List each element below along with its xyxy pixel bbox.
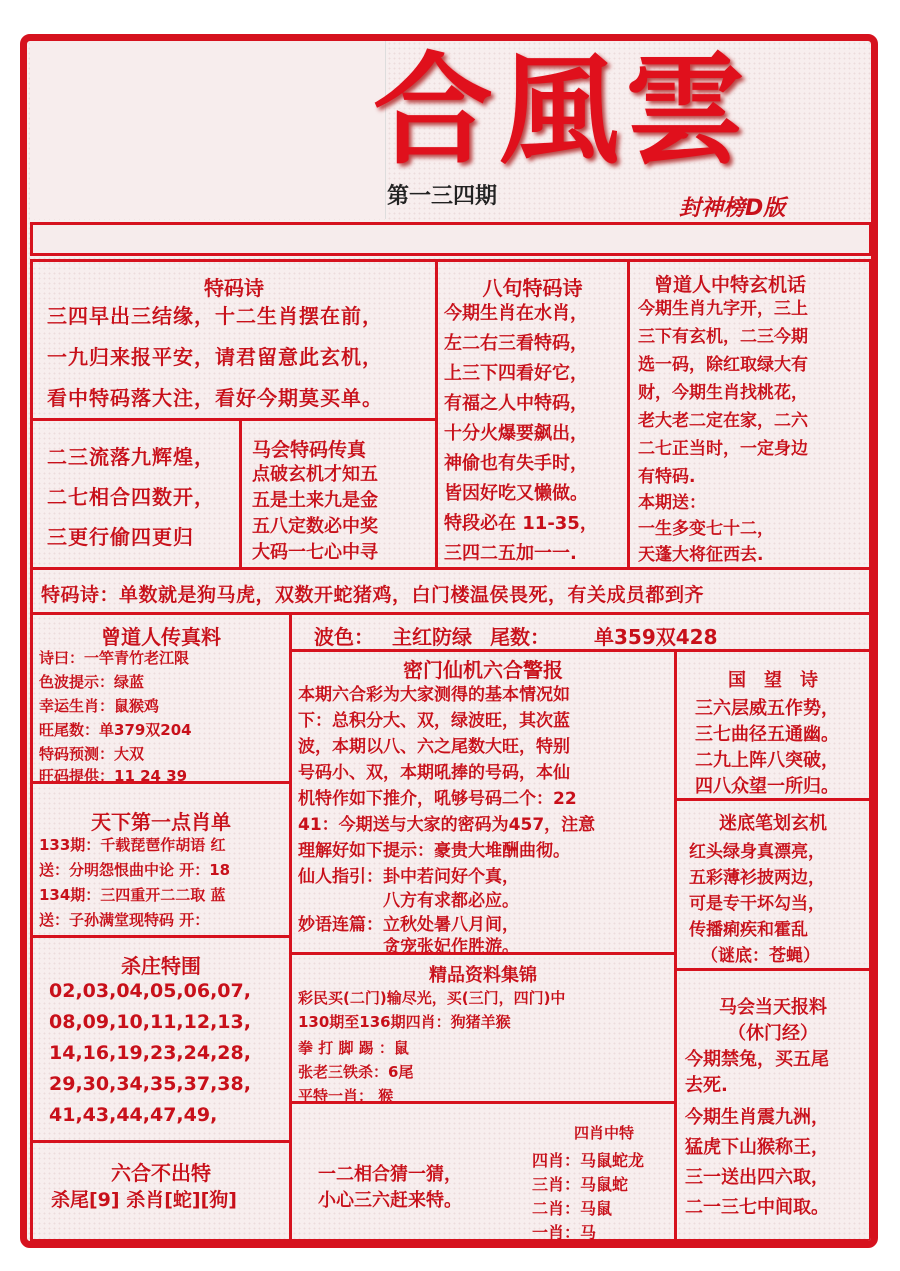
collection-box bbox=[289, 952, 677, 1104]
zeng-dao-mystery-line: 本期送： bbox=[638, 493, 706, 513]
no-special-title: 六合不出特 bbox=[111, 1161, 211, 1185]
eight-line-poem-line: 三四二五加一一. bbox=[444, 543, 577, 564]
ticker-box bbox=[30, 567, 872, 615]
eight-line-poem-title: 八句特码诗 bbox=[482, 276, 583, 300]
zeng-dao-fax-line: 旺码提供：11 24 39 bbox=[39, 767, 188, 785]
kill-numbers-line: 41,43,44,47,49, bbox=[49, 1104, 218, 1126]
horse-fax-title: 马会特码传真 bbox=[252, 439, 367, 461]
kill-numbers-title: 杀庄特围 bbox=[121, 954, 201, 978]
zeng-dao-mystery-line: 财，今期生肖找桃花， bbox=[638, 383, 808, 403]
four-zodiac-line: 四肖：马鼠蛇龙 bbox=[532, 1151, 645, 1170]
kill-numbers-line: 08,09,10,11,12,13, bbox=[49, 1011, 251, 1033]
kill-numbers-line: 14,16,19,23,24,28, bbox=[49, 1042, 251, 1064]
secret-report-line: 仙人指引：卦中若问好个真， bbox=[298, 867, 519, 887]
horse-fax-line: 大码一七心中寻 bbox=[252, 542, 378, 563]
collection-title: 精品资料集锦 bbox=[429, 965, 537, 986]
nation-poem-box bbox=[674, 649, 872, 801]
issue-number: 第一三四期 bbox=[387, 184, 498, 209]
wave-box bbox=[289, 612, 872, 652]
eight-line-poem-line: 特段必在 11-35， bbox=[444, 513, 598, 534]
zeng-dao-fax-line: 幸运生肖：鼠猴鸡 bbox=[39, 697, 160, 715]
collection-line: 彩民买(二门)输尽光，买(三门，四门)中 bbox=[298, 989, 566, 1007]
horse-fax-line: 五是土来九是金 bbox=[252, 490, 378, 511]
zeng-dao-fax-line: 色波提示：绿蓝 bbox=[39, 673, 145, 691]
eight-line-poem-line: 有福之人中特码， bbox=[444, 393, 588, 414]
horse-fax-line: 五八定数必中奖 bbox=[252, 516, 378, 537]
secret-report-title: 密门仙机六合警报 bbox=[403, 658, 563, 682]
wave-label: 波色： bbox=[314, 625, 374, 649]
eight-line-poem-box bbox=[435, 259, 630, 570]
kill-numbers-box bbox=[30, 935, 292, 1143]
guess-box bbox=[289, 1101, 677, 1242]
zeng-dao-mystery-line: 三下有玄机，二三今期 bbox=[638, 327, 808, 347]
logo-placeholder bbox=[30, 41, 386, 219]
secret-report-line: 八方有求都必应。 bbox=[298, 891, 519, 911]
no-special-box bbox=[30, 1140, 292, 1242]
header-band bbox=[30, 222, 872, 256]
kill-numbers-line: 02,03,04,05,06,07, bbox=[49, 980, 251, 1002]
riddle-line: （谜底：苍蝇） bbox=[701, 946, 820, 966]
riddle-line: 五彩薄衫披两边， bbox=[689, 868, 825, 888]
masthead-title: 合風雲 bbox=[373, 42, 751, 181]
collection-line: 平特一肖： 猴 bbox=[298, 1087, 394, 1105]
verse-line: 二七相合四数开， bbox=[47, 485, 215, 509]
eight-line-poem-line: 上三下四看好它， bbox=[444, 363, 588, 384]
poem-special-title: 特码诗 bbox=[204, 276, 264, 300]
zeng-dao-fax-title: 曾道人传真料 bbox=[101, 625, 221, 649]
zeng-dao-mystery-line: 二七正当时，一定身边 bbox=[638, 439, 808, 459]
zodiac-single-line: 134期：三四重开二二取 蓝 bbox=[39, 886, 226, 904]
zeng-dao-fax-line: 旺尾数：单379双204 bbox=[39, 721, 192, 739]
secret-report-box bbox=[289, 649, 677, 955]
zodiac-single-line: 133期：千载琵琶作胡语 红 bbox=[39, 836, 226, 854]
eight-line-poem-line: 左二右三看特码， bbox=[444, 333, 588, 354]
poem-special-box bbox=[30, 259, 438, 421]
zeng-dao-mystery-line: 一生多变七十二， bbox=[638, 519, 774, 539]
nation-poem-line: 二九上阵八突破， bbox=[695, 750, 839, 771]
tail-value: 单359双428 bbox=[594, 625, 718, 649]
zeng-dao-mystery-line: 有特码. bbox=[638, 467, 696, 487]
horse-today-line: 今期禁兔，买五尾 bbox=[685, 1049, 829, 1070]
collection-line: 拳 打 脚 踢 ：鼠 bbox=[298, 1039, 409, 1057]
secret-report-line: 41：今期送与大家的密码为457，注意 bbox=[298, 815, 596, 835]
collection-line: 张老三铁杀：6尾 bbox=[298, 1063, 414, 1081]
secret-report-line: 机特作如下推介，吼够号码二个：22 bbox=[298, 789, 577, 809]
riddle-line: 可是专干坏勾当， bbox=[689, 894, 825, 914]
four-zodiac-line: 二肖：马鼠 bbox=[532, 1199, 613, 1218]
zeng-dao-mystery-box bbox=[627, 259, 872, 570]
secret-report-line: 理解好如下提示：豪贵大堆酬曲彻。 bbox=[298, 841, 570, 861]
secret-report-line: 下：总积分大、双，绿波旺，其次蓝 bbox=[298, 711, 570, 731]
riddle-box bbox=[674, 798, 872, 971]
horse-today-line: 今期生肖震九洲， bbox=[685, 1107, 829, 1128]
verse-line: 二三流落九辉煌， bbox=[47, 445, 215, 469]
horse-today-subtitle: （休门经） bbox=[728, 1023, 818, 1044]
nation-poem-title: 国 望 诗 bbox=[728, 670, 818, 691]
zeng-dao-mystery-line: 老大老二定在家，二六 bbox=[638, 411, 808, 431]
zodiac-single-line: 送：分明怨恨曲中论 开：18 bbox=[39, 861, 231, 879]
zeng-dao-mystery-line: 天蓬大将征西去. bbox=[638, 545, 764, 565]
newspaper-sheet bbox=[20, 34, 878, 1248]
kill-numbers-line: 29,30,34,35,37,38, bbox=[49, 1073, 251, 1095]
collection-line: 130期至136期四肖：狗猪羊猴 bbox=[298, 1013, 511, 1031]
secret-report-line: 波，本期以八、六之尾数大旺，特别 bbox=[298, 737, 570, 757]
zeng-dao-mystery-line: 选一码，除红取绿大有 bbox=[638, 355, 808, 375]
eight-line-poem-line: 今期生肖在水肖， bbox=[444, 303, 588, 324]
secret-report-line: 贪宠张妃作胜游。 bbox=[298, 937, 519, 957]
horse-today-title: 马会当天报料 bbox=[719, 997, 827, 1018]
eight-line-poem-line: 十分火爆要飙出， bbox=[444, 423, 588, 444]
poem-special-line: 一九归来报平安，请君留意此玄机， bbox=[47, 345, 383, 369]
eight-line-poem-line: 皆因好吃又懒做。 bbox=[444, 483, 588, 504]
horse-fax-box bbox=[239, 418, 438, 570]
secret-report-line: 号码小、双，本期吼捧的号码，本仙 bbox=[298, 763, 570, 783]
four-zodiac-line: 一肖：马 bbox=[532, 1223, 597, 1242]
zeng-dao-mystery-line: 今期生肖九字开，三上 bbox=[638, 299, 808, 319]
no-special-line: 杀尾[9] 杀肖[蛇][狗] bbox=[51, 1189, 237, 1211]
ticker-text: 特码诗：单数就是狗马虎，双数开蛇猪鸡，白门楼温侯畏死，有关成员都到齐 bbox=[41, 584, 705, 606]
zodiac-single-line: 送：子孙满堂现特码 开： bbox=[39, 911, 210, 929]
riddle-title: 迷底笔划玄机 bbox=[719, 813, 827, 834]
horse-fax-line: 点破玄机才知五 bbox=[252, 464, 378, 485]
horse-today-box bbox=[674, 968, 872, 1242]
horse-today-line: 三一送出四六取， bbox=[685, 1167, 829, 1188]
guess-line: 一二相合猜一猜， bbox=[318, 1164, 462, 1185]
verse-left-box bbox=[30, 418, 242, 570]
horse-today-line: 去死. bbox=[685, 1075, 728, 1096]
edition-label: 封神榜D版 bbox=[679, 196, 786, 221]
guess-line: 小心三六赶来特。 bbox=[318, 1190, 462, 1211]
four-zodiac-line: 三肖：马鼠蛇 bbox=[532, 1175, 629, 1194]
secret-report-line: 妙语连篇：立秋处暑八月间， bbox=[298, 915, 519, 935]
horse-today-line: 猛虎下山猴称王， bbox=[685, 1137, 829, 1158]
eight-line-poem-line: 神偷也有失手时， bbox=[444, 453, 588, 474]
masthead bbox=[373, 41, 877, 221]
zeng-dao-fax-line: 特码预测：大双 bbox=[39, 745, 145, 763]
poem-special-line: 三四早出三结缘，十二生肖摆在前， bbox=[47, 304, 383, 328]
zeng-dao-fax-line: 诗曰：一竿青竹老江限 bbox=[39, 649, 190, 667]
zeng-dao-fax-box bbox=[30, 612, 292, 784]
secret-report-line: 本期六合彩为大家测得的基本情况如 bbox=[298, 685, 570, 705]
riddle-line: 红头绿身真漂亮， bbox=[689, 842, 825, 862]
nation-poem-line: 四八众望一所归。 bbox=[695, 776, 839, 797]
zodiac-single-title: 天下第一点肖单 bbox=[91, 810, 231, 834]
riddle-line: 传播痢疾和霍乱 bbox=[689, 920, 808, 940]
nation-poem-line: 三六层威五作势， bbox=[695, 698, 839, 719]
wave-value: 主红防绿 bbox=[392, 625, 472, 649]
zodiac-single-box bbox=[30, 781, 292, 938]
tail-label: 尾数： bbox=[490, 625, 550, 649]
four-zodiac-title: 四肖中特 bbox=[574, 1124, 635, 1142]
nation-poem-line: 三七曲径五通幽。 bbox=[695, 724, 839, 745]
poem-special-line: 看中特码落大注，看好今期莫买单。 bbox=[47, 386, 383, 410]
verse-line: 三更行偷四更归 bbox=[47, 525, 194, 549]
horse-today-line: 二一三七中间取。 bbox=[685, 1197, 829, 1218]
zeng-dao-mystery-title: 曾道人中特玄机话 bbox=[654, 274, 807, 296]
